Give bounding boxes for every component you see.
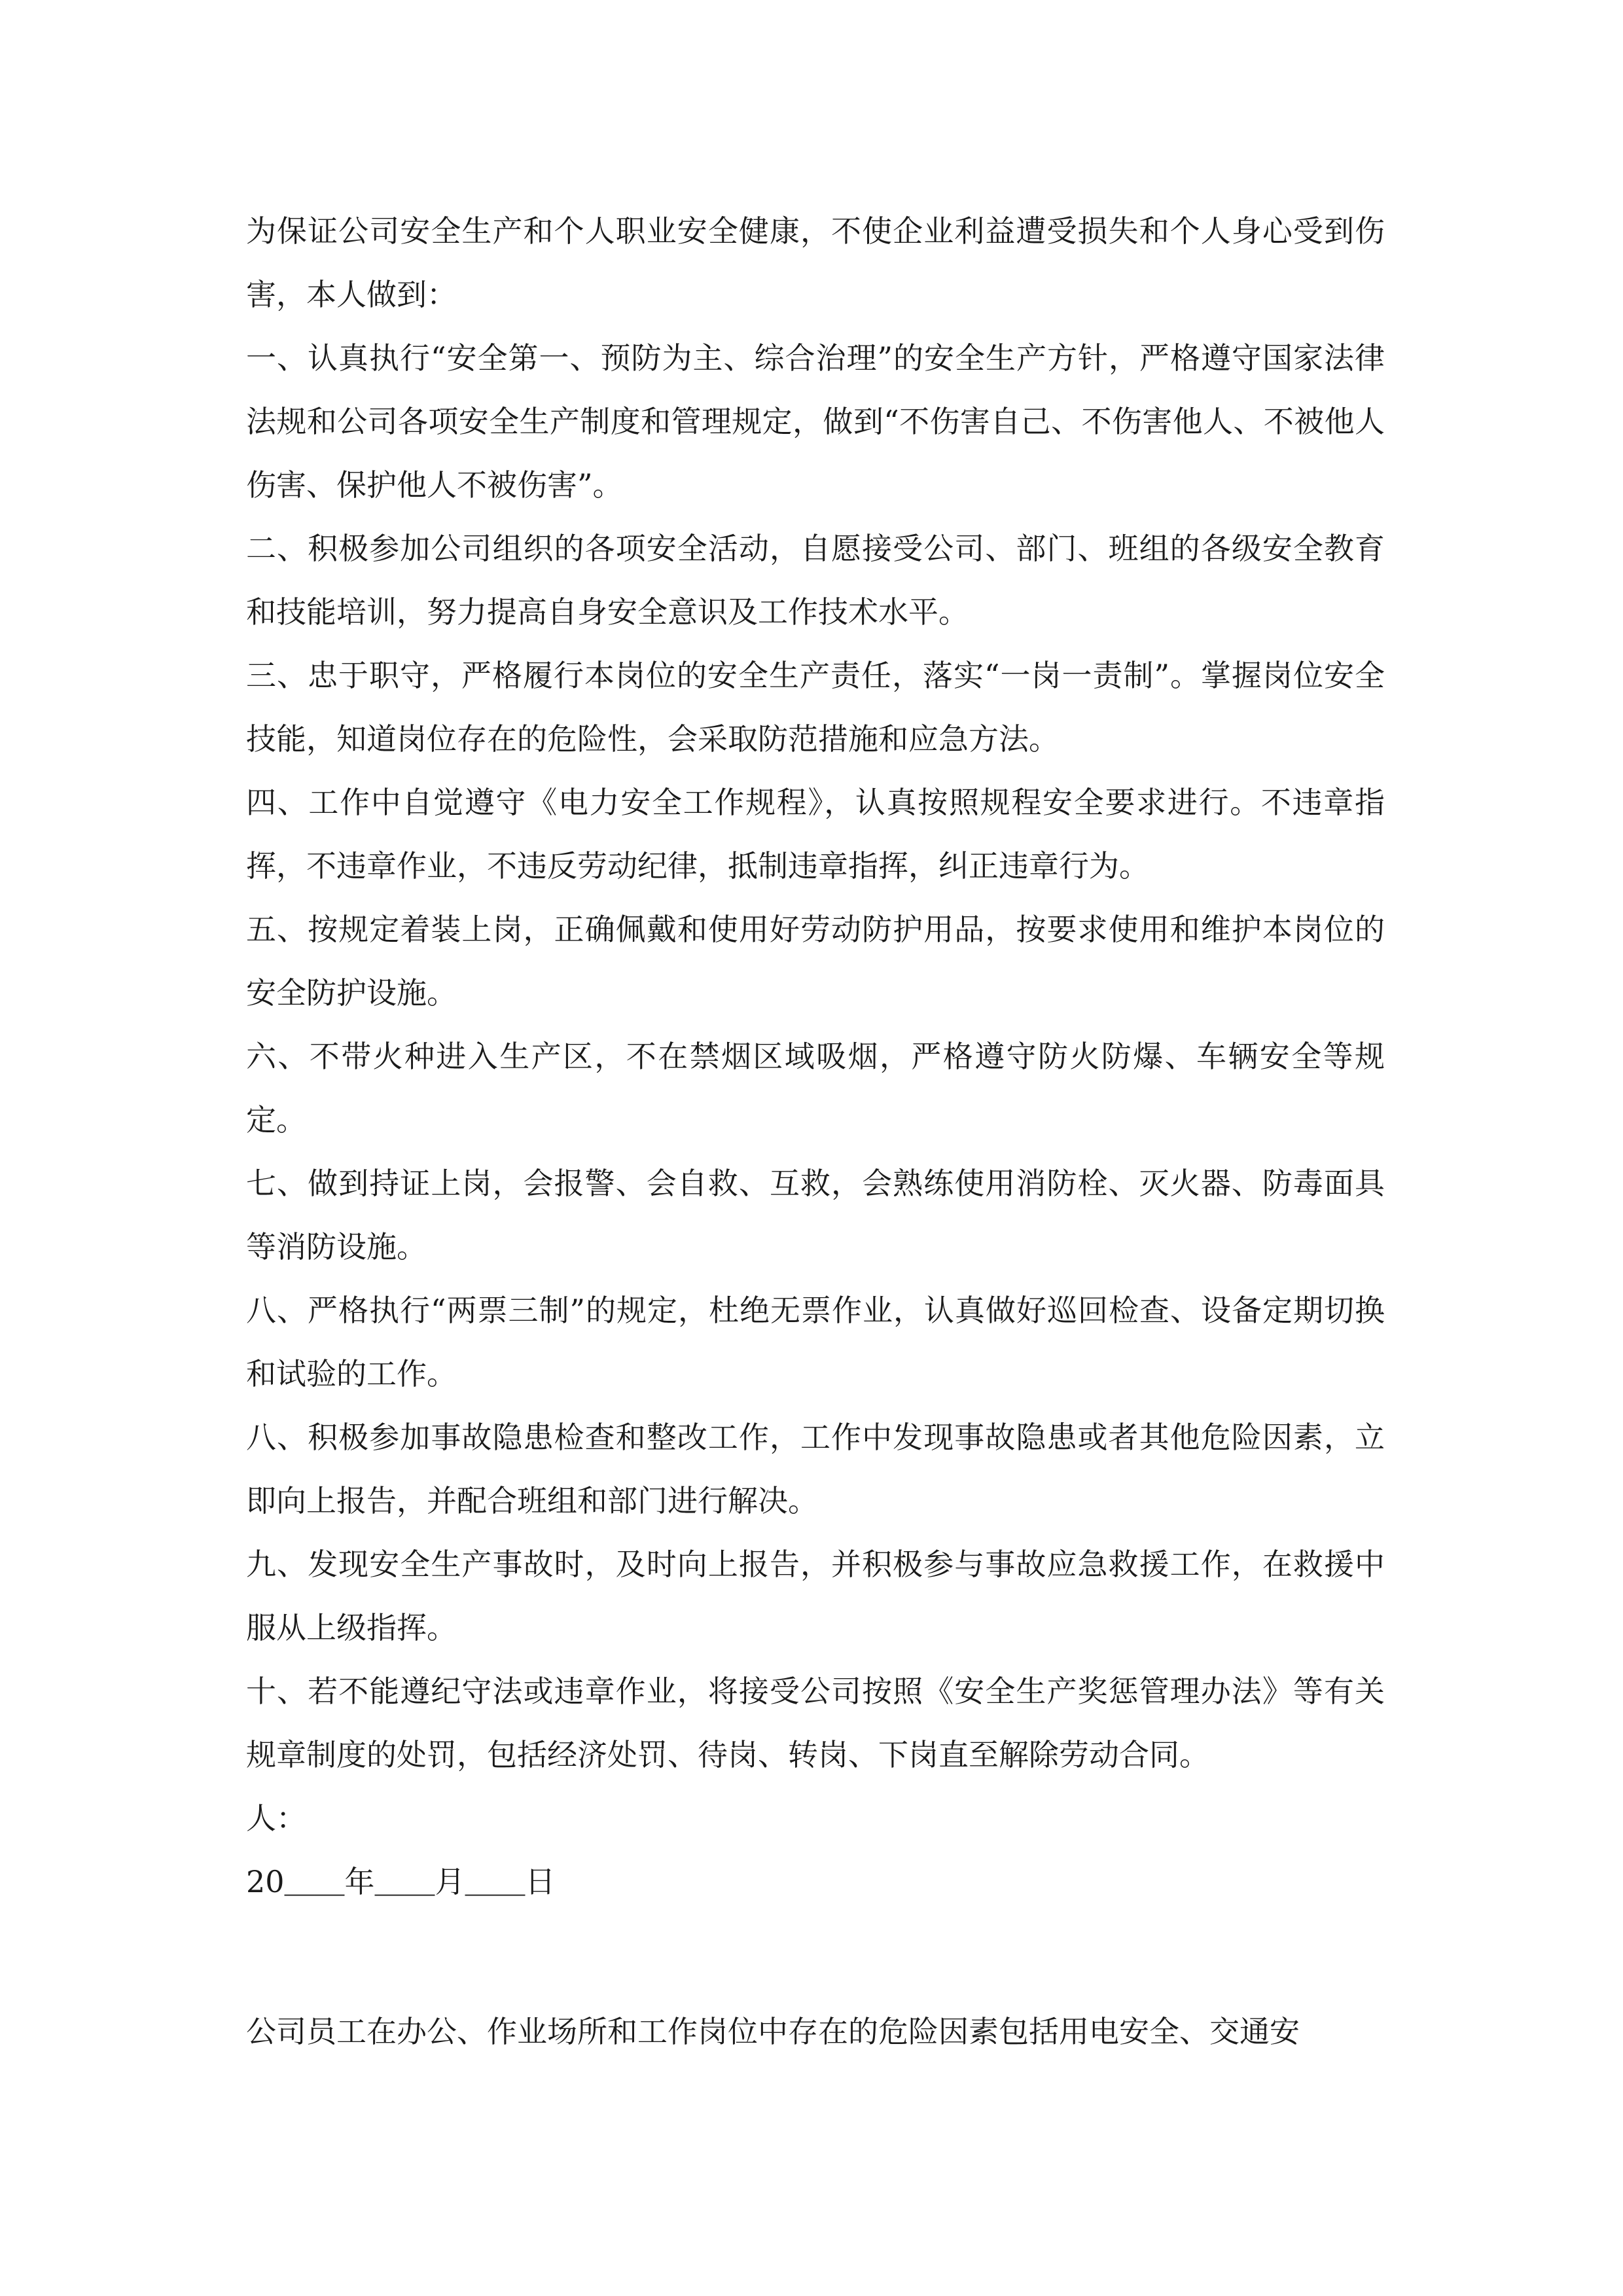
clause-1: 一、认真执行“安全第一、预防为主、综合治理”的安全生产方针，严格遵守国家法律法规和公司各项安全生产制度和管理规定，做到“不伤害自己、不伤害他人、不被他人伤害、保护他人不被伤害”。 — [246, 340, 1385, 503]
clause-8: 八、严格执行“两票三制”的规定，杜绝无票作业，认真做好巡回检查、设备定期切换和试验的工作。 — [246, 1293, 1385, 1391]
clause-9: 九、发现安全生产事故时，及时向上报告，并积极参与事故应急救援工作，在救援中服从上级指挥。 — [246, 1547, 1385, 1645]
clause-4: 四、工作中自觉遵守《电力安全工作规程》，认真按照规程安全要求进行。不违章指挥，不违章作业，不违反劳动纪律，抵制违章指挥，纠正违章行为。 — [246, 785, 1385, 884]
clause-7: 七、做到持证上岗，会报警、会自救、互救，会熟练使用消防栓、灭火器、防毒面具等消防设施。 — [246, 1166, 1385, 1265]
document-body — [246, 200, 1385, 1914]
intro-paragraph: 为保证公司安全生产和个人职业安全健康，不使企业利益遭受损失和个人身心受到伤害，本人做到： — [246, 213, 1385, 312]
date-line: 20＿＿年＿＿月＿＿日 — [246, 1864, 556, 1899]
clause-10: 十、若不能遵纪守法或违章作业，将接受公司按照《安全生产奖惩管理办法》等有关规章制度的处罚，包括经济处罚、待岗、转岗、下岗直至解除劳动合同。 — [246, 1674, 1385, 1772]
clause-6: 六、不带火种进入生产区，不在禁烟区域吸烟，严格遵守防火防爆、车辆安全等规定。 — [246, 1039, 1385, 1138]
clause-3: 三、忠于职守，严格履行本岗位的安全生产责任，落实“一岗一责制”。掌握岗位安全技能，知道岗位存在的危险性，会采取防范措施和应急方法。 — [246, 658, 1385, 757]
next-section-paragraph: 公司员工在办公、作业场所和工作岗位中存在的危险因素包括用电安全、交通安 — [246, 2014, 1300, 2049]
signature-label: 人： — [246, 1801, 306, 1836]
clause-5: 五、按规定着装上岗，正确佩戴和使用好劳动防护用品，按要求使用和维护本岗位的安全防护设施。 — [246, 912, 1385, 1011]
clause-8b: 八、积极参加事故隐患检查和整改工作，工作中发现事故隐患或者其他危险因素，立即向上报告，并配合班组和部门进行解决。 — [246, 1420, 1385, 1518]
clause-2: 二、积极参加公司组织的各项安全活动，自愿接受公司、部门、班组的各级安全教育和技能培训，努力提高自身安全意识及工作技术水平。 — [246, 531, 1385, 630]
